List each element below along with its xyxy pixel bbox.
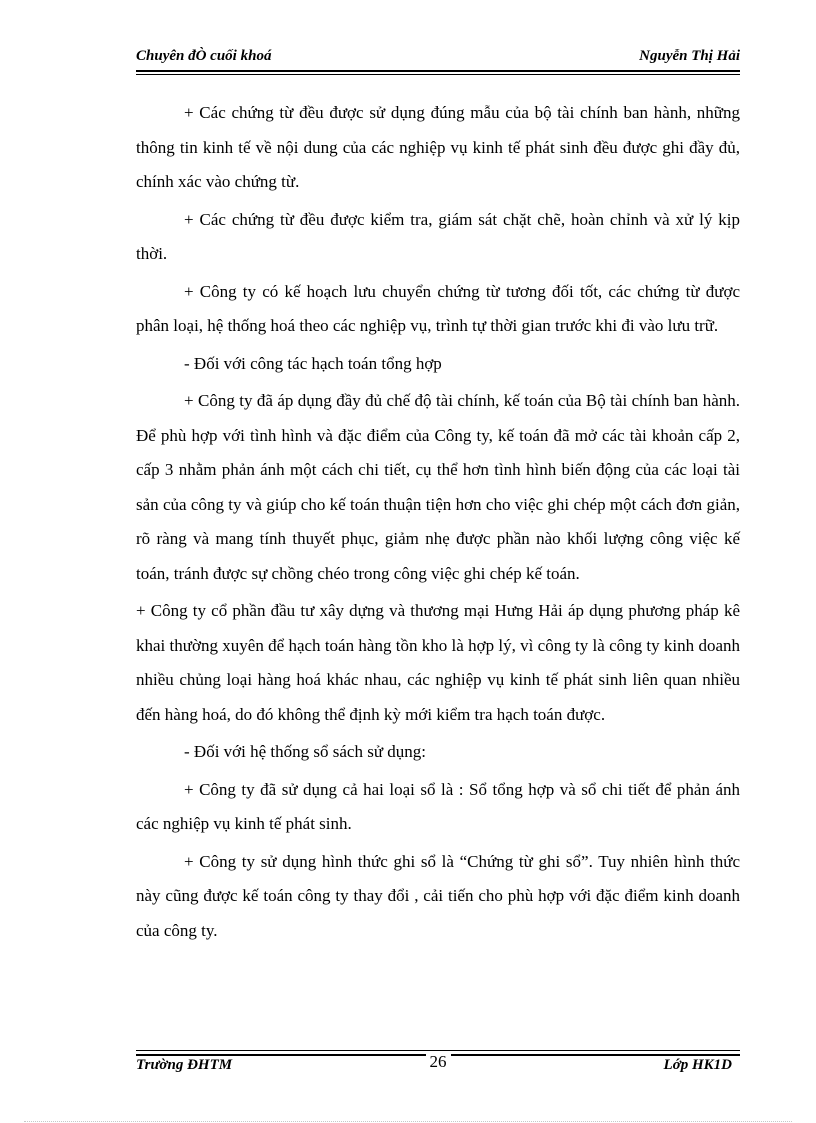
paragraph: + Các chứng từ đều được sử dụng đúng mẫu của bộ tài chính ban hành, những thông tin kinh tế về nội dung của các nghiệp vụ kinh tế phát sinh đều được ghi đầy đủ, chính xác vào chứng từ.	[136, 103, 740, 191]
footer-class: Lớp HK1D	[663, 1057, 732, 1073]
page-body	[136, 96, 740, 948]
section-heading: - Đối với công tác hạch toán tổng hợp	[184, 353, 442, 373]
paragraph: + Công ty có kế hoạch lưu chuyển chứng từ tương đối tốt, các chứng từ được phân loại, hệ thống hoá theo các nghiệp vụ, trình tự thời gian trước khi đi vào lưu trữ.	[136, 281, 740, 335]
paragraph: + Công ty đã sử dụng cả hai loại sổ là : Sổ tổng hợp và sổ chi tiết để phản ánh các nghiệp vụ kinh tế phát sinh.	[136, 779, 740, 833]
page-number	[136, 1052, 740, 1072]
header-author: Nguyễn Thị Hải	[639, 48, 740, 64]
section-heading: - Đối với hệ thống sổ sách sử dụng:	[184, 742, 427, 761]
page-header	[136, 46, 740, 72]
footer-school: Trường ĐHTM	[136, 1057, 233, 1073]
header-topic: Chuyên đÒ cuối khoá	[136, 48, 272, 64]
paragraph: + Công ty sử dụng hình thức ghi sổ là “Chứng từ ghi sổ”. Tuy nhiên hình thức này cũng được kế toán công ty thay đổi , cải tiến cho phù hợp với đặc điểm kinh doanh của công ty.	[136, 851, 740, 940]
page-footer	[136, 1048, 740, 1078]
header-rule-thin	[136, 74, 740, 75]
paragraph: + Các chứng từ đều được kiểm tra, giám sát chặt chẽ, hoàn chỉnh và xử lý kịp thời.	[136, 209, 740, 263]
header-rule	[136, 70, 740, 72]
page-bottom-divider	[24, 1121, 792, 1122]
page-number-text: 26	[426, 1052, 451, 1071]
paragraph: + Công ty đã áp dụng đầy đủ chế độ tài chính, kế toán của Bộ tài chính ban hành. Để phù hợp với tình hình và đặc điểm của Công ty, kế toán đã mở các tài khoản cấp 2, cấp 3 nhằm phản ánh một cách chi tiết, cụ thể hơn tình hình biến động của các loại tài sản của công ty và giúp cho kế toán thuận tiện hơn cho việc ghi chép một cách đơn giản, rõ ràng và mang tính thuyết phục, giảm nhẹ được phần nào khối lượng công việc kế toán, tránh được sự chồng chéo trong công việc ghi chép kế toán.	[136, 391, 740, 583]
footer-rule-thin	[136, 1050, 740, 1051]
paragraph: + Công ty cổ phần đầu tư xây dựng và thương mại Hưng Hải áp dụng phương pháp kê khai thường xuyên để hạch toán hàng tồn kho là hợp lý, vì công ty là công ty kinh doanh nhiều chủng loại hàng hoá khác nhau, các nghiệp vụ kinh tế phát sinh liên quan nhiều đến hàng hoá, do đó không thể định kỳ mới kiểm tra hạch toán được.	[136, 601, 740, 724]
